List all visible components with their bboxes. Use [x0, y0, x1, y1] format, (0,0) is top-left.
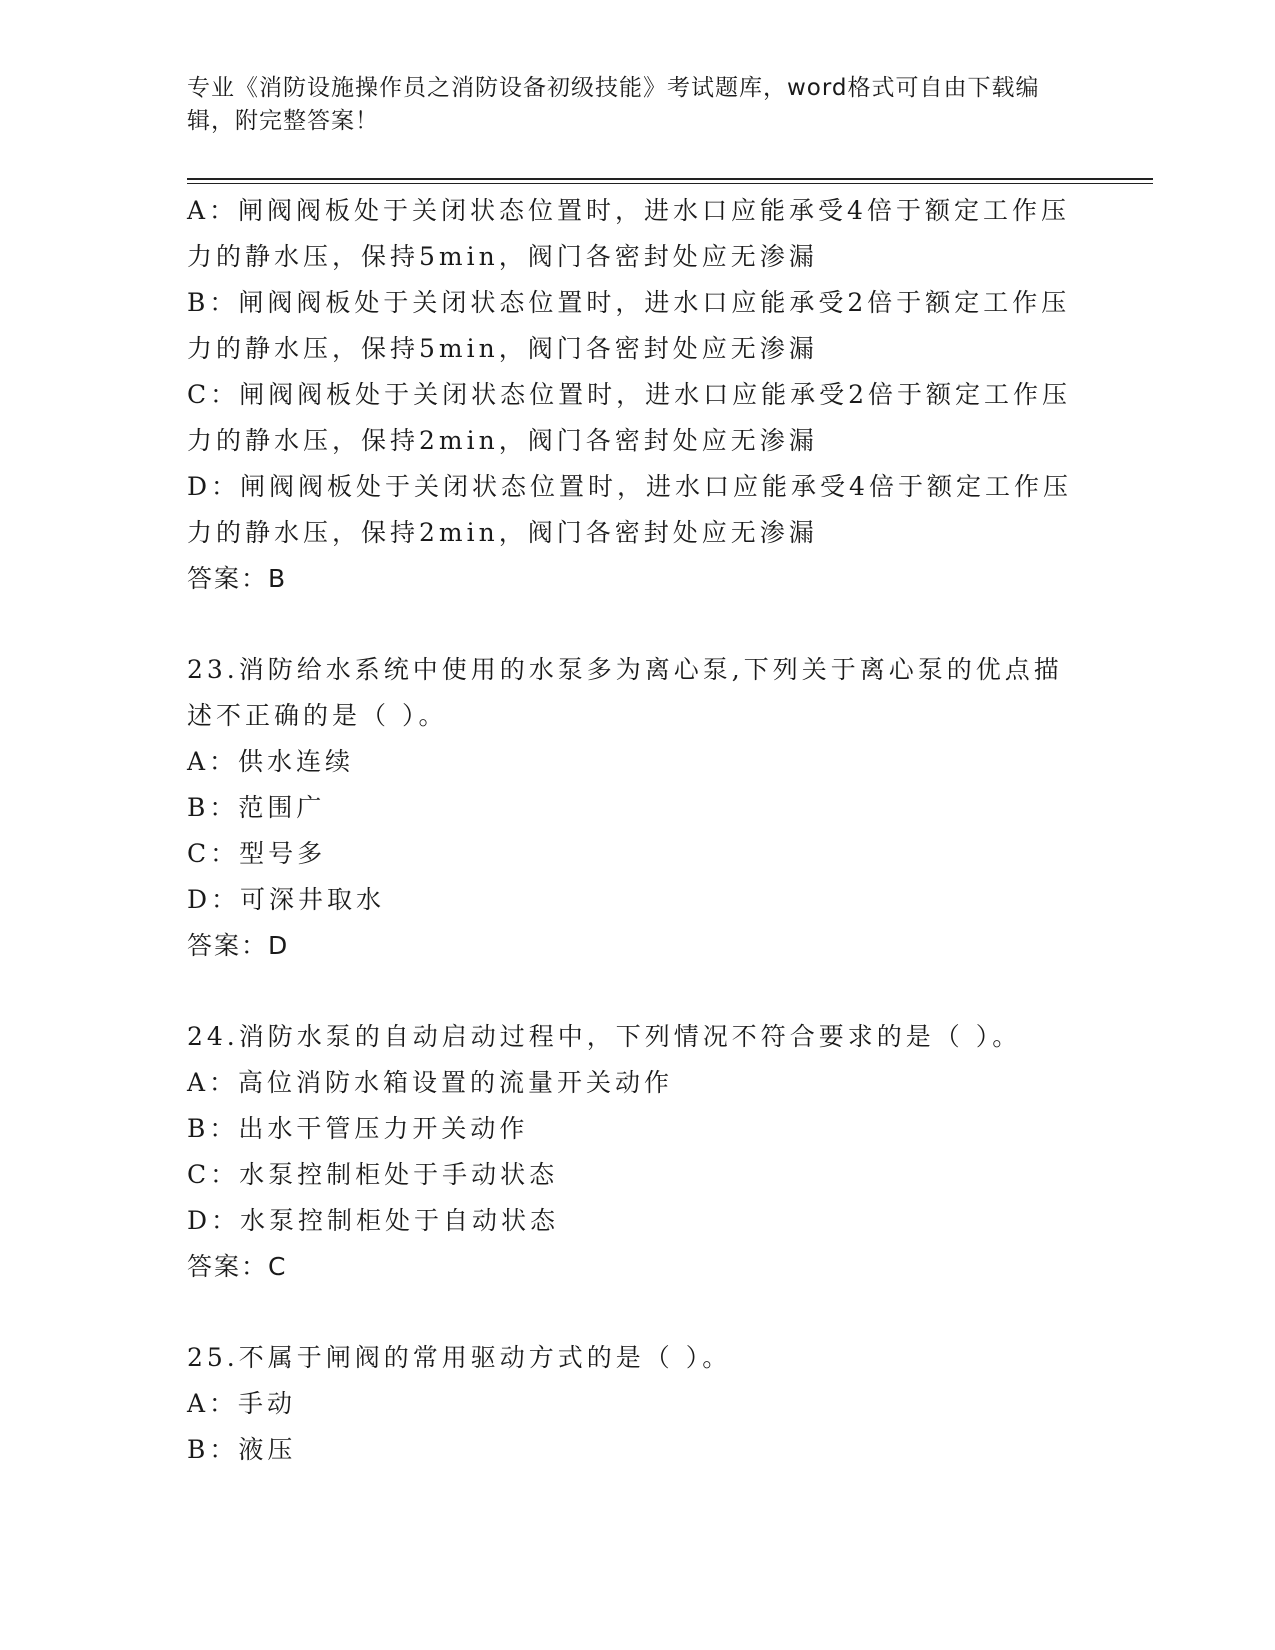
- option-line: D：闸阀阀板处于关闭状态位置时，进水口应能承受4倍于额定工作压: [187, 472, 1072, 501]
- option-line: 力的静水压，保持5min，阀门各密封处应无渗漏: [187, 334, 818, 363]
- option-line: 力的静水压，保持2min，阀门各密封处应无渗漏: [187, 518, 818, 547]
- option-d: D：水泵控制柜处于自动状态: [187, 1206, 560, 1235]
- option-c: C：水泵控制柜处于手动状态: [187, 1160, 559, 1189]
- spacer: [187, 969, 1087, 1014]
- question-25: [187, 1335, 1087, 1473]
- header-divider-thin: [187, 183, 1153, 184]
- question-content: [187, 188, 1087, 1473]
- question-stem: 25.不属于闸阀的常用驱动方式的是（ ）。: [187, 1343, 732, 1372]
- answer-line: 答案：D: [187, 931, 290, 960]
- answer-line: 答案：B: [187, 564, 288, 593]
- option-c: C：型号多: [187, 839, 327, 868]
- answer-line: 答案：C: [187, 1252, 288, 1281]
- option-line: C：闸阀阀板处于关闭状态位置时，进水口应能承受2倍于额定工作压: [187, 380, 1072, 409]
- question-23: [187, 647, 1087, 969]
- question-stem: 24.消防水泵的自动启动过程中，下列情况不符合要求的是（ ）。: [187, 1022, 1022, 1051]
- option-a: A：手动: [187, 1389, 297, 1418]
- option-line: 力的静水压，保持2min，阀门各密封处应无渗漏: [187, 426, 818, 455]
- question-stem: 述不正确的是（ ）。: [187, 701, 448, 730]
- option-b: B：范围广: [187, 793, 326, 822]
- document-header: [187, 72, 1067, 138]
- option-b: B：出水干管压力开关动作: [187, 1114, 529, 1143]
- option-line: A：闸阀阀板处于关闭状态位置时，进水口应能承受4倍于额定工作压: [187, 196, 1070, 225]
- option-a: A：高位消防水箱设置的流量开关动作: [187, 1068, 674, 1097]
- spacer: [187, 1290, 1087, 1335]
- option-d: D：可深井取水: [187, 885, 386, 914]
- option-b: B：液压: [187, 1435, 297, 1464]
- header-divider-thick: [187, 178, 1153, 180]
- header-line-1: 专业《消防设施操作员之消防设备初级技能》考试题库，word格式可自由下载编: [187, 75, 1040, 101]
- option-line: 力的静水压，保持5min，阀门各密封处应无渗漏: [187, 242, 818, 271]
- spacer: [187, 602, 1087, 647]
- question-22: [187, 188, 1087, 602]
- option-line: B：闸阀阀板处于关闭状态位置时，进水口应能承受2倍于额定工作压: [187, 288, 1071, 317]
- option-a: A：供水连续: [187, 747, 355, 776]
- header-line-2: 辑，附完整答案！: [187, 108, 379, 134]
- question-stem: 23.消防给水系统中使用的水泵多为离心泵,下列关于离心泵的优点描: [187, 655, 1063, 684]
- question-24: [187, 1014, 1087, 1290]
